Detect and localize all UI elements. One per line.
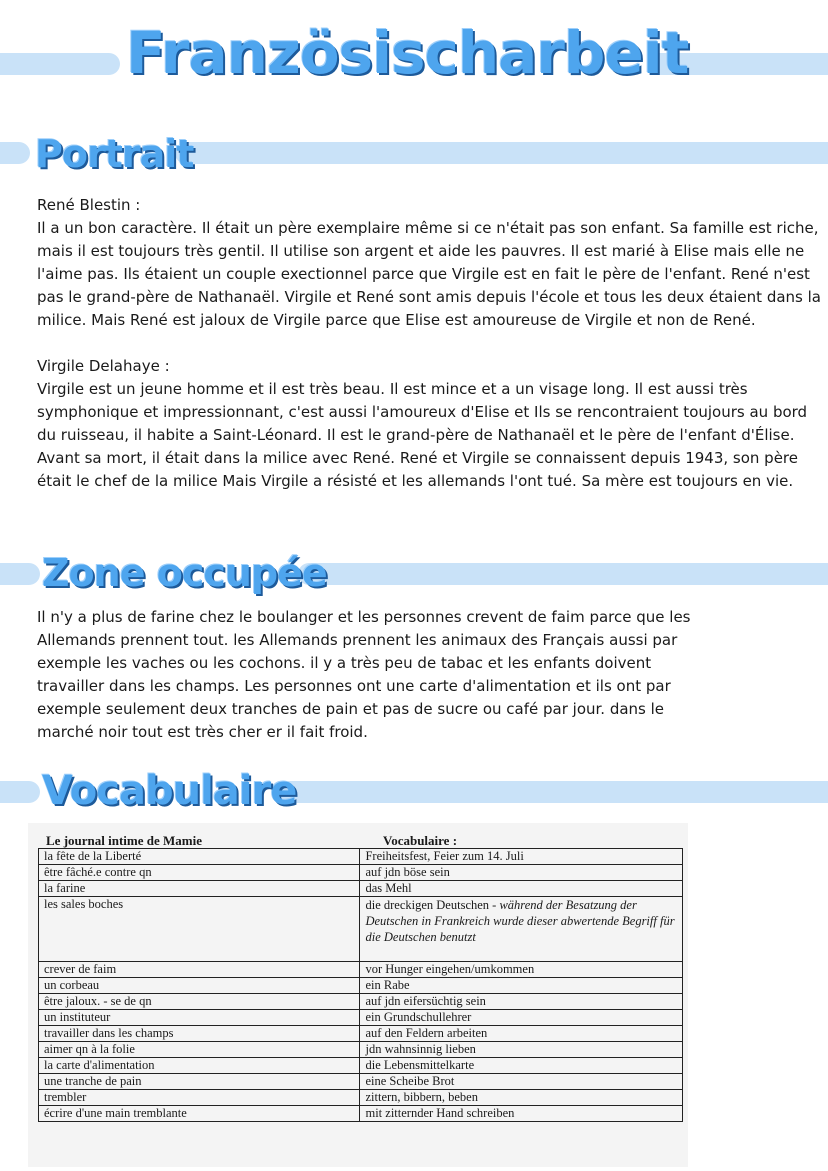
virgile-name: Virgile Delahaye :: [37, 357, 170, 375]
table-row: [39, 994, 683, 1010]
vocab-bar-left: [0, 781, 40, 803]
table-row: [39, 865, 683, 881]
vocab-french: être jaloux. - se de qn: [39, 994, 360, 1010]
vocab-french: la fête de la Liberté: [39, 849, 360, 865]
vocab-french: la farine: [39, 881, 360, 897]
vocab-german: auf jdn böse sein: [360, 865, 683, 881]
vocab-german: auf jdn eifersüchtig sein: [360, 994, 683, 1010]
vocab-bar-right: [278, 781, 828, 803]
table-row: [39, 962, 683, 978]
vocab-german: Freiheitsfest, Feier zum 14. Juli: [360, 849, 683, 865]
zone-text: [37, 606, 707, 744]
page-title: Französischarbeit: [126, 19, 689, 87]
vocab-table: [38, 848, 683, 1122]
rene-paragraph: Il a un bon caractère. Il était un père exemplaire même si ce n'était pas son enfant. Sa famille est riche, mais il est toujours très gentil. Il utilise son argent et aide les pauvres. Il est marié à Elise mais elle ne l'aime pas. Ils étaient un couple exectionnel parce que Virgile est en fait le père de l'enfant. René n'est pas le grand-père de Nathanaël. Virgile et René sont amis depuis l'école et tous les deux étaient dans la milice. Mais René est jaloux de Virgile parce que Elise est amoureuse de Virgile et non de René.: [37, 219, 821, 329]
vocab-french: une tranche de pain: [39, 1074, 360, 1090]
vocab-col-de-header: Vocabulaire :: [383, 833, 458, 848]
vocab-french: travailler dans les champs: [39, 1026, 360, 1042]
table-row: [39, 1090, 683, 1106]
vocab-german-note: während der Besatzung der Deutschen in Frankreich wurde dieser abwertende Begriff für die Deutschen benutzt: [365, 898, 675, 944]
table-row: [39, 897, 683, 962]
portrait-text: [37, 194, 822, 493]
zone-paragraph: Il n'y a plus de farine chez le boulanger et les personnes crevent de faim parce que les Allemands prennent tout. les Allemands prennent les animaux des Français aussi par exemple les vaches ou les cochons. il y a très peu de tabac et les enfants doivent travailler dans les champs. Les personnes ont une carte d'alimentation et ils ont par exemple seulement deux tranches de pain et pas de sucre ou café par jour. dans le marché noir tout est très cher er il fait froid.: [37, 608, 691, 741]
vocab-german: auf den Feldern arbeiten: [360, 1026, 683, 1042]
table-row: [39, 1074, 683, 1090]
vocab-sheet: [28, 823, 688, 1167]
vocab-german: eine Scheibe Brot: [360, 1074, 683, 1090]
vocab-german: ein Rabe: [360, 978, 683, 994]
vocab-french: crever de faim: [39, 962, 360, 978]
vocab-german: mit zitternder Hand schreiben: [360, 1106, 683, 1122]
table-row: [39, 978, 683, 994]
vocab-french: un corbeau: [39, 978, 360, 994]
zone-bar-right: [298, 563, 828, 585]
vocab-french: la carte d'alimentation: [39, 1058, 360, 1074]
vocab-french: aimer qn à la folie: [39, 1042, 360, 1058]
vocab-german: zittern, bibbern, beben: [360, 1090, 683, 1106]
portrait-bar-right: [175, 142, 828, 164]
virgile-paragraph: Virgile est un jeune homme et il est très beau. Il est mince et a un visage long. Il est aussi très symphonique et impressionnant, c'est aussi l'amoureux d'Elise et Ils se rencontraient toujours au bord du ruisseau, il habite a Saint-Léonard. Il est le grand-père de Nathanaël et le père de l'enfant d'Élise. Avant sa mort, il était dans la milice avec René. René et Virgile se connaissent depuis 1943, son père était le chef de la milice Mais Virgile a résisté et les allemands l'ont tué. Sa mère est toujours en vie.: [37, 380, 808, 490]
vocab-french: un instituteur: [39, 1010, 360, 1026]
table-row: [39, 849, 683, 865]
portrait-bar-left: [0, 142, 30, 164]
table-row: [39, 1042, 683, 1058]
table-row: [39, 881, 683, 897]
portrait-heading: Portrait: [35, 132, 194, 176]
vocab-french: écrire d'une main tremblante: [39, 1106, 360, 1122]
vocab-german: [360, 897, 683, 962]
table-row: [39, 1106, 683, 1122]
table-row: [39, 1026, 683, 1042]
vocab-col-fr-header: Le journal intime de Mamie: [46, 833, 202, 848]
title-bar-left: [0, 53, 120, 75]
table-row: [39, 1058, 683, 1074]
vocab-french: être fâché.e contre qn: [39, 865, 360, 881]
vocab-french: trembler: [39, 1090, 360, 1106]
zone-bar-left: [0, 563, 40, 585]
vocab-german: vor Hunger eingehen/umkommen: [360, 962, 683, 978]
table-row: [39, 1010, 683, 1026]
rene-name: René Blestin :: [37, 196, 141, 214]
vocab-german: das Mehl: [360, 881, 683, 897]
zone-heading: Zone occupée: [42, 551, 327, 595]
vocab-german-main: die dreckigen Deutschen -: [365, 898, 497, 912]
vocab-german: jdn wahnsinnig lieben: [360, 1042, 683, 1058]
vocab-german: die Lebensmittelkarte: [360, 1058, 683, 1074]
vocab-french: les sales boches: [39, 897, 360, 962]
vocab-heading: Vocabulaire: [42, 768, 297, 814]
vocab-german: ein Grundschullehrer: [360, 1010, 683, 1026]
